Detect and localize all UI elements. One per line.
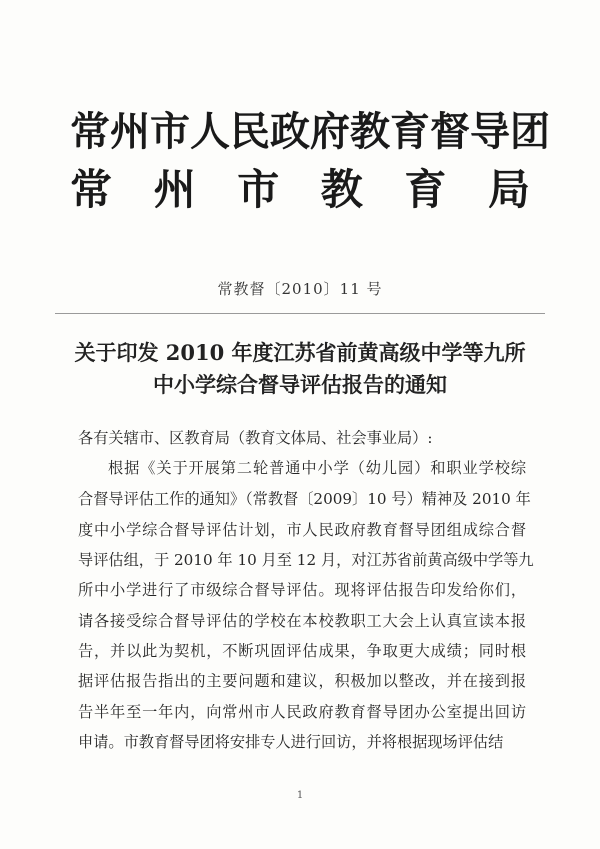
body-line: 告，并以此为契机，不断巩固评估成果，争取更大成绩；同时根	[78, 642, 526, 660]
issuer-name-education-supervision-group: 常州市人民政府教育督导团	[70, 108, 550, 155]
document-title-line-1: 关于印发 2010 年度江苏省前黄高级中学等九所	[74, 340, 526, 365]
body-line: 申请。市教育督导团将安排专人进行回访，并将根据现场评估结	[78, 733, 504, 751]
body-line: 告半年至一年内，向常州市人民政府教育督导团办公室提出回访	[78, 703, 526, 721]
body-line: 度中小学综合督导评估计划，市人民政府教育督导团组成综合督	[78, 521, 526, 539]
body-line: 据评估报告指出的主要问题和建议，积极加以整改，并在接到报	[78, 672, 526, 690]
body-line: 请各接受综合督导评估的学校在本校教职工大会上认真宣读本报	[78, 612, 526, 630]
body-line: 合督导评估工作的通知》（常教督〔2009〕10 号）精神及 2010 年	[78, 490, 531, 508]
issuer-name-education-bureau: 常 州 市 教 育 局	[70, 165, 530, 214]
header-divider	[55, 313, 545, 314]
salutation: 各有关辖市、区教育局（教育文体局、社会事业局）:	[78, 429, 433, 447]
document-number: 常教督〔2010〕11 号	[217, 280, 383, 298]
page-number: 1	[296, 790, 304, 801]
body-line: 所中小学进行了市级综合督导评估。现将评估报告印发给你们，	[78, 581, 526, 599]
body-line: 根据《关于开展第二轮普通中小学（幼儿园）和职业学校综	[108, 459, 526, 477]
document-title-line-2: 中小学综合督导评估报告的通知	[153, 372, 447, 397]
body-line: 导评估组，于 2010 年 10 月至 12 月，对江苏省前黄高级中学等九	[78, 551, 534, 569]
